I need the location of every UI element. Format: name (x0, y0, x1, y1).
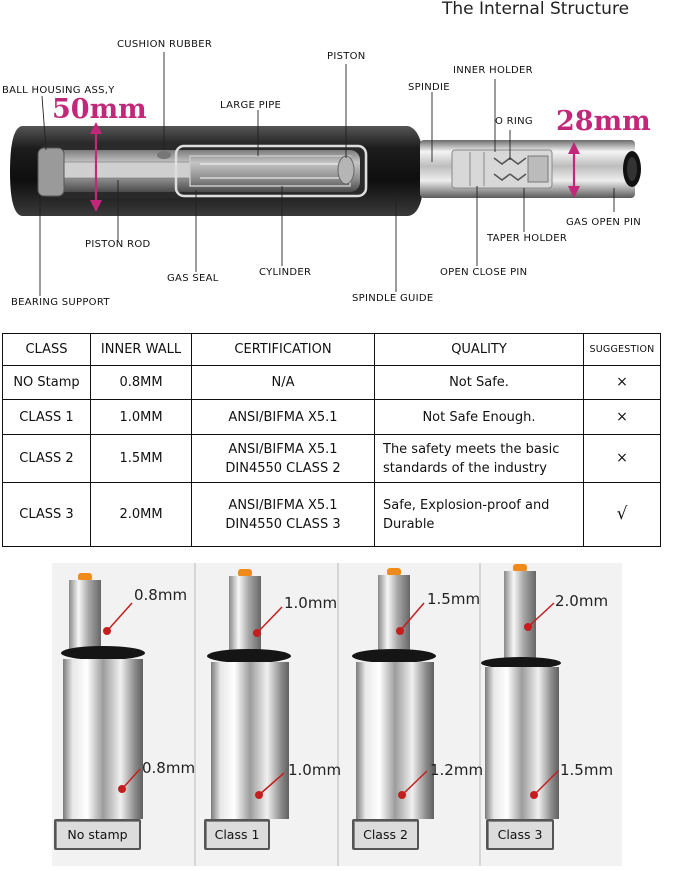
cell-suggestion: √ (584, 483, 661, 547)
wall-top-label: 2.0mm (555, 592, 609, 610)
header-inner-wall: INNER WALL (91, 334, 192, 366)
wall-bottom-label: 0.8mm (142, 759, 196, 777)
header-quality: QUALITY (375, 334, 584, 366)
cylinder-no-stamp (61, 573, 145, 819)
cell-class: CLASS 3 (3, 483, 91, 547)
cell-inner-wall: 2.0MM (91, 483, 192, 547)
quality-line-2: standards of the industry (383, 460, 547, 476)
diagram-title: The Internal Structure (442, 0, 630, 19)
label-ball-housing: BALL HOUSING ASS,Y (2, 85, 115, 96)
cell-suggestion: × (584, 400, 661, 435)
label-taper-holder: TAPER HOLDER (487, 233, 568, 244)
class-spec-table (2, 333, 661, 547)
cell-quality: Not Safe Enough. (375, 400, 584, 435)
label-cushion-rubber: CUSHION RUBBER (117, 39, 213, 50)
cell-certification: ANSI/BIFMA X5.1 (192, 400, 375, 435)
wall-top-label: 1.0mm (284, 594, 338, 612)
cell-inner-wall: 1.5MM (91, 435, 192, 483)
class-label-no-stamp: No stamp (54, 819, 141, 850)
cell-class: NO Stamp (3, 366, 91, 400)
cell-certification: N/A (192, 366, 375, 400)
label-large-pipe: LARGE PIPE (220, 100, 282, 111)
table-header-row (3, 334, 661, 366)
cell-inner-wall: 1.0MM (91, 400, 192, 435)
label-piston: PISTON (327, 51, 366, 62)
cell-suggestion: × (584, 435, 661, 483)
header-suggestion: SUGGESTION (584, 334, 661, 366)
wall-top-label: 0.8mm (134, 586, 188, 604)
label-bearing-support: BEARING SUPPORT (11, 297, 110, 308)
wall-bottom-label: 1.2mm (430, 761, 484, 779)
cell-quality (375, 435, 584, 483)
cert-line-1: ANSI/BIFMA X5.1 (228, 441, 338, 457)
label-open-close-pin: OPEN CLOSE PIN (440, 267, 528, 278)
dimension-50mm: 50mm (52, 94, 147, 125)
cell-quality: Not Safe. (375, 366, 584, 400)
label-spindle-guide: SPINDLE GUIDE (352, 293, 434, 304)
label-piston-rod: PISTON ROD (85, 239, 151, 250)
quality-line-2: Durable (383, 516, 435, 532)
header-class: CLASS (3, 334, 91, 366)
cell-inner-wall: 0.8MM (91, 366, 192, 400)
class-label-class-3: Class 3 (486, 819, 554, 850)
cell-certification (192, 483, 375, 547)
wall-bottom-label: 1.0mm (288, 761, 342, 779)
dimension-28mm: 28mm (556, 106, 651, 137)
label-o-ring: O RING (495, 116, 533, 127)
cert-line-2: DIN4550 CLASS 3 (225, 516, 341, 532)
wall-top-label: 1.5mm (427, 590, 481, 608)
quality-line-1: Safe, Explosion-proof and (383, 497, 550, 513)
table-row (3, 483, 661, 547)
cert-line-2: DIN4550 CLASS 2 (225, 460, 341, 476)
table-row (3, 435, 661, 483)
label-inner-holder: INNER HOLDER (453, 65, 533, 76)
cert-line-1: ANSI/BIFMA X5.1 (228, 497, 338, 513)
cylinder-comparison-photos (52, 563, 622, 866)
internal-structure-diagram (0, 0, 679, 320)
class-label-class-2: Class 2 (352, 819, 419, 850)
label-gas-open-pin: GAS OPEN PIN (566, 217, 642, 228)
header-certification: CERTIFICATION (192, 334, 375, 366)
cylinder-class-3 (481, 564, 561, 819)
table-row (3, 366, 661, 400)
cylinder-class-2 (352, 568, 436, 819)
cell-class: CLASS 1 (3, 400, 91, 435)
label-spindie: SPINDIE (408, 82, 450, 93)
label-cylinder: CYLINDER (259, 267, 312, 278)
cell-class: CLASS 2 (3, 435, 91, 483)
wall-bottom-label: 1.5mm (560, 761, 614, 779)
label-gas-seal: GAS SEAL (167, 273, 219, 284)
cell-quality (375, 483, 584, 547)
cell-certification (192, 435, 375, 483)
cylinder-class-1 (207, 569, 291, 819)
table-row (3, 400, 661, 435)
class-label-class-1: Class 1 (204, 819, 270, 850)
cell-suggestion: × (584, 366, 661, 400)
gas-lift-cutaway-drawing (0, 0, 679, 320)
quality-line-1: The safety meets the basic (383, 441, 560, 457)
